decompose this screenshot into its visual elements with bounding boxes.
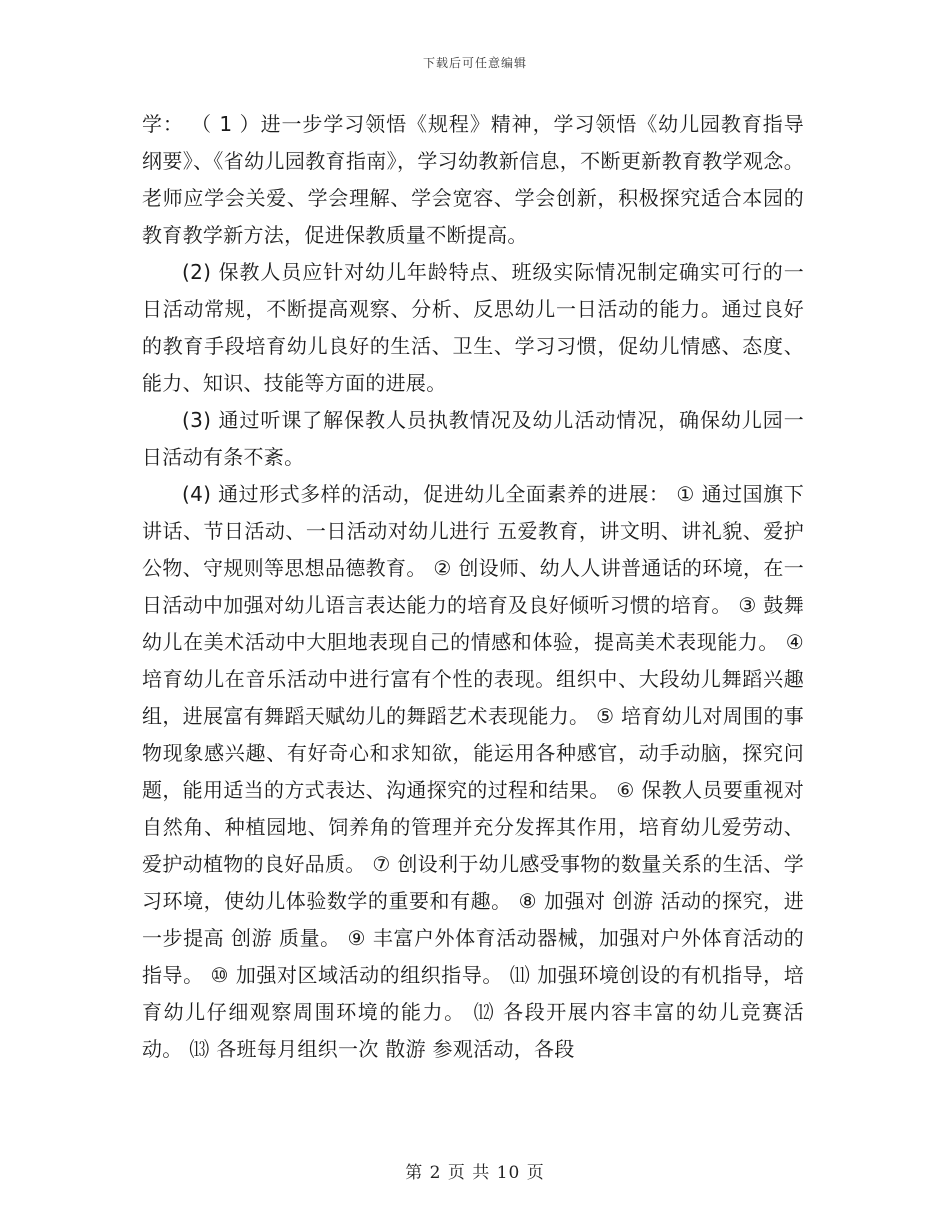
paragraph-item-3: (3) 通过听课了解保教人员执教情况及幼儿活动情况，确保幼儿园一日活动有条不紊。 xyxy=(142,408,804,469)
page-header: 下载后可任意编辑 xyxy=(422,56,527,70)
paragraph-item-4: (4) 通过形式多样的活动，促进幼儿全面素养的进展： ① 通过国旗下讲话、节日活动、一日活动对幼儿进行 五爱教育，讲文明、讲礼貌、爱护公物、守规则等思想品德教育。 ② 创设师、幼人人讲普通话的环境，在一日活动中加强对幼儿语言表达能力的培育及良好倾听习惯的培育。 ③ 鼓舞幼儿在美术活动中大胆地表现自己的情感和体验，提高美术表现能力。 ④ 培育幼儿在音乐活动中进行富有个性的表现。组织中、大段幼儿舞蹈兴趣组，进展富有舞蹈天赋幼儿的舞蹈艺术表现能力。 ⑤ 培育幼儿对周围的事物现象感兴趣、有好奇心和求知欲，能运用各种感官，动手动脑，探究问题，能用适当的方式表达、沟通探究的过程和结果。 ⑥ 保教人员要重视对自然角、种植园地、饲养角的管理并充分发挥其作用，培育幼儿爱劳动、爱护动植物的良好品质。 ⑦ 创设利于幼儿感受事物的数量关系的生活、学习环境，使幼儿体验数学的重要和有趣。 ⑧ 加强对 创游 活动的探究，进一步提高 创游 质量。 ⑨ 丰富户外体育活动器械，加强对户外体育活动的指导。 ⑩ 加强对区域活动的组织指导。 ⑾ 加强环境创设的有机指导，培育幼儿仔细观察周围环境的能力。 ⑿ 各段开展内容丰富的幼儿竞赛活动。 ⒀ 各班每月组织一次 散游 参观活动，各段 xyxy=(142,482,804,1061)
page-number-footer: 第 2 页 共 10 页 xyxy=(405,1163,545,1183)
document-body xyxy=(142,106,804,1068)
paragraph-study-intro: 学： （ 1 ）进一步学习领悟《规程》精神，学习领悟《幼儿园教育指导纲要》、《省幼儿园教育指南》，学习幼教新信息，不断更新教育教学观念。老师应学会关爱、学会理解、学会宽容、学会创新，积极探究适合本园的教育教学新方法，促进保教质量不断提高。 xyxy=(142,112,804,247)
paragraph-item-2: (2) 保教人员应针对幼儿年龄特点、班级实际情况制定确实可行的一日活动常规，不断提高观察、分析、反思幼儿一日活动的能力。通过良好的教育手段培育幼儿良好的生活、卫生、学习习惯，促幼儿情感、态度、能力、知识、技能等方面的进展。 xyxy=(142,260,804,395)
